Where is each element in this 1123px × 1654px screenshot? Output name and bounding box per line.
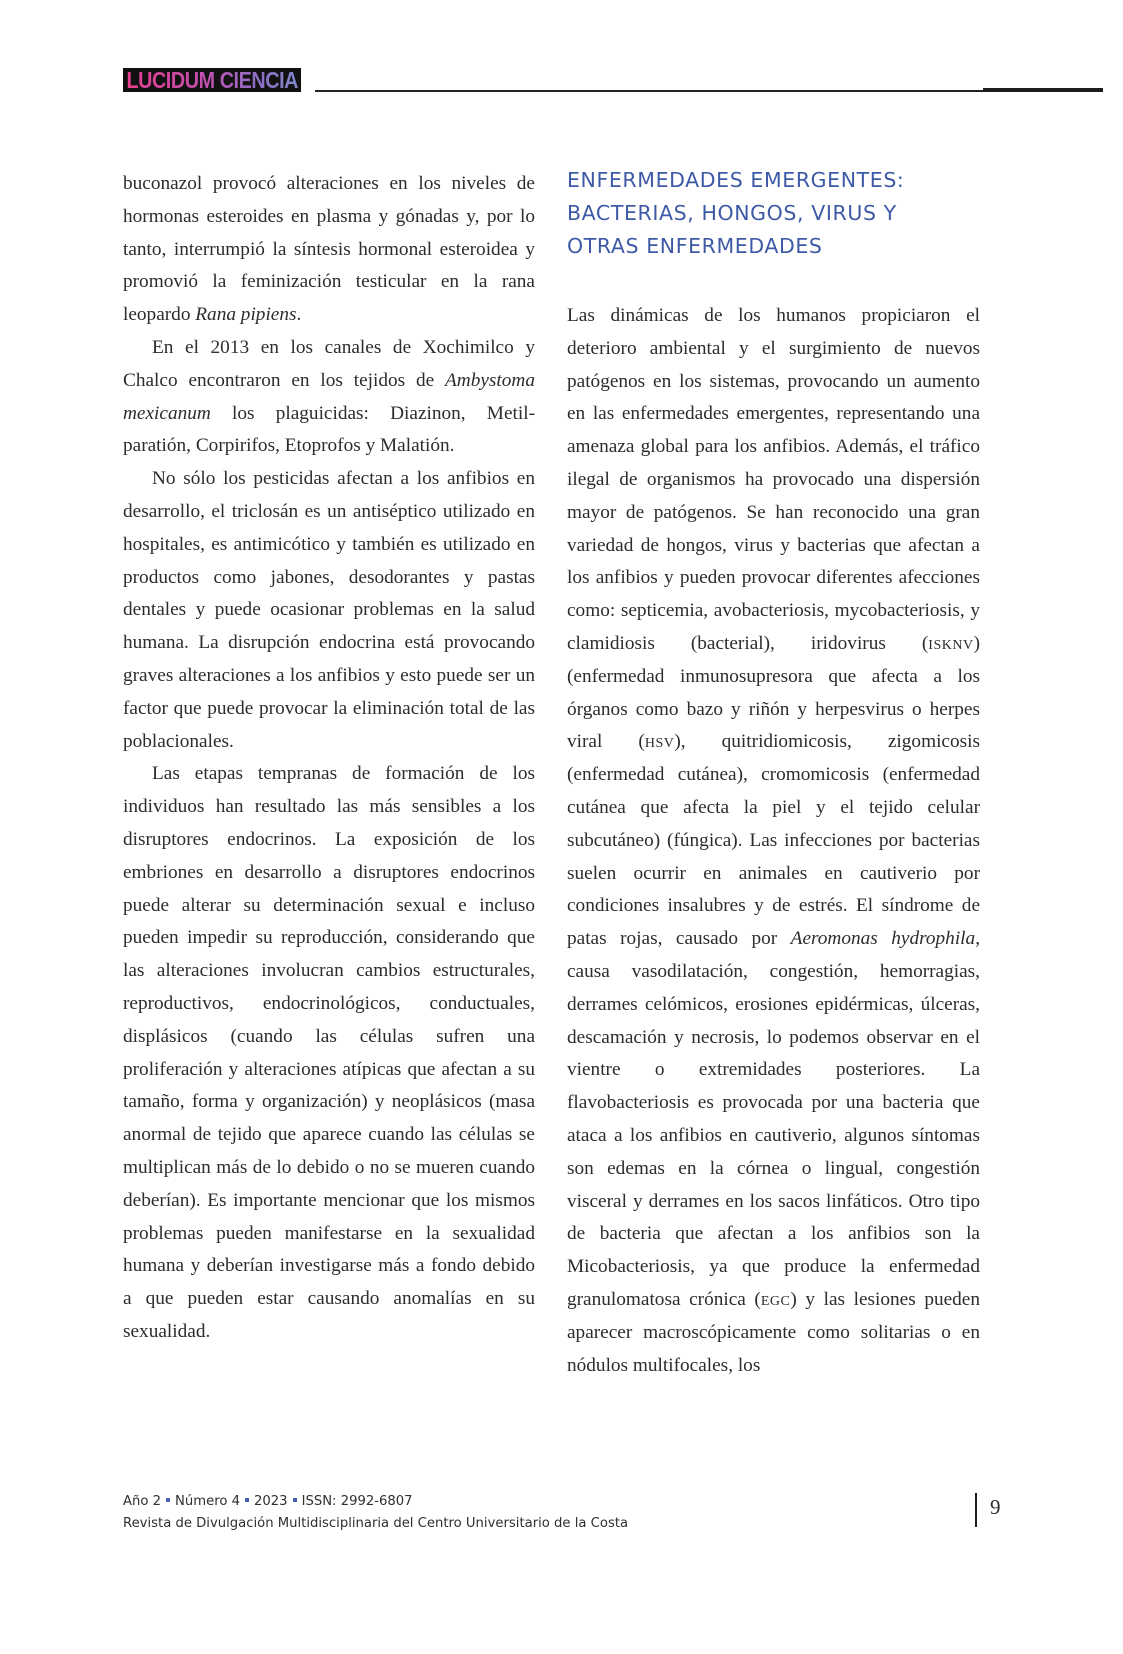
abbreviation: hsv [644, 731, 675, 753]
abbreviation: egc [760, 1288, 791, 1310]
paragraph: buconazol provocó alteraciones en los niveles de hormonas esteroides en plasma y gónadas y, por lo tanto, interrumpió la síntesis hormonal esteroidea y promovió la feminización testicular en la rana leopardo Rana pipiens. [123, 173, 535, 326]
bullet-icon [245, 1498, 249, 1502]
paragraph: Las etapas tempranas de formación de los individuos han resultado las más sensibles a los disruptores endocrinos. La exposición de los embriones en desarrollo a disruptores endocrinos puede alterar su determinación sexual e incluso pueden impedir su reproducción, considerando que las alteraciones involucran cambios estructurales, reproductivos, endocrinológicos, conductuales, displásicos (cuando las células sufren una proliferación y alteraciones atípicas que afectan a su tamaño, forma y organización) y neoplásicos (masa anormal de tejido que aparece cuando las células se multiplican más de lo debido o no se mueren cuando deberían). Es importante mencionar que los mismos problemas pueden manifestarse en la sexualidad humana y deberían investigarse más a fondo debido a que pueden estar causando anomalías en su sexualidad. [123, 763, 535, 1342]
page-header [0, 0, 1123, 100]
page-footer [123, 1491, 628, 1535]
paragraph: En el 2013 en los canales de Xochimilco y Chalco encontraron en los tejidos de Ambystoma mexicanum los plaguicidas: Diazinon, Metil-paratión, Corpirifos, Etoprofos y Malatión. [123, 336, 535, 457]
paragraph: No sólo los pesticidas afectan a los anfibios en desarrollo, el triclosán es un antiséptico utilizado en hospitales, es antimicótico y también es utilizado en productos como jabones, desodorantes y pastas dentales y puede ocasionar problemas en la salud humana. La disrupción endocrina está provocando graves alteraciones a los anfibios y esto puede ser un factor que puede provocar la eliminación total de las poblacionales. [123, 468, 535, 752]
species-name: Aeromonas hydrophila [790, 928, 976, 950]
abbreviation: isknv [928, 632, 974, 654]
issue-info: Año 2 Número 4 2023 ISSN: 2992-6807 [123, 1494, 413, 1509]
page-number-divider [975, 1493, 977, 1527]
species-name: Ambystoma mexicanum [123, 369, 535, 424]
header-rule [315, 90, 983, 92]
species-name: Rana pipiens [195, 304, 297, 326]
bullet-icon [166, 1498, 170, 1502]
section-heading: ENFERMEDADES EMERGENTES: BACTERIAS, HONGOS, VIRUS Y OTRAS ENFERMEDADES [567, 168, 905, 258]
paragraph: Las dinámicas de los humanos propiciaron el deterioro ambiental y el surgimiento de nuevos patógenos en los sistemas, provocando un aumento en las enfermedades emergentes, representando una amenaza global para los anfibios. Además, el tráfico ilegal de organismos ha provocado una dispersión mayor de patógenos. Se han reconocido una gran variedad de hongos, virus y bacterias que afectan a los anfibios y pueden provocar diferentes afecciones como: septicemia, avobacteriosis, mycobacteriosis, y clamidiosis (bacterial), iridovirus (isknv) (enfermedad inmunosupresora que afecta a los órganos como bazo y riñón y herpesvirus o herpes viral (hsv), quitridiomicosis, zigomicosis (enfermedad cutánea), cromomicosis (enfermedad cutánea que afecta la piel y el tejido celular subcutáneo) (fúngica). Las infecciones por bacterias suelen ocurrir en animales en cautiverio por condiciones insalubres y de estrés. El síndrome de patas rojas, causado por Aeromonas hydrophila, causa vasodilatación, congestión, hemorragias, derrames celómicos, erosiones epidérmicas, úlceras, descamación y necrosis, lo podemos observar en el vientre o extremidades posteriores. La flavobacteriosis es provocada por una bacteria que ataca a los anfibios en cautiverio, algunos síntomas son edemas en la córnea o lingual, congestión visceral y derrames en los sacos linfáticos. Otro tipo de bacteria que afectan a los anfibios son la Micobacteriosis, ya que produce la enfermedad granulomatosa crónica (egc) y las lesiones pueden aparecer macroscópicamente como solitarias o en nódulos multifocales, los [567, 305, 981, 1376]
page-number: 9 [990, 1495, 1001, 1519]
journal-name: Revista de Divulgación Multidisciplinaria del Centro Universitario de la Costa [123, 1516, 629, 1531]
journal-logo-text: LUCIDUM CIENCIA [126, 67, 299, 93]
left-column [123, 168, 535, 1349]
header-rule-accent [983, 88, 1103, 92]
journal-logo [123, 68, 301, 92]
bullet-icon [293, 1498, 297, 1502]
right-column [567, 300, 980, 1382]
